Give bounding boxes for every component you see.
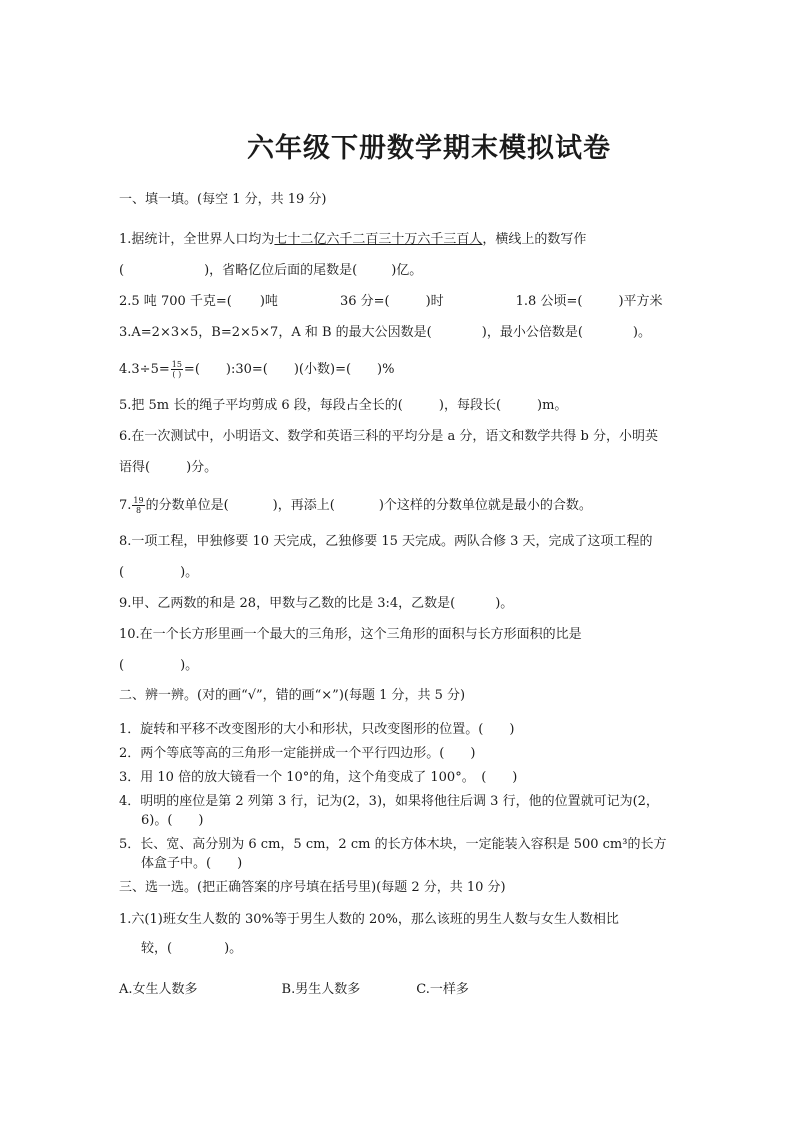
question-7-part-a: 7.	[119, 498, 132, 513]
question-9-part-a: 9.甲、乙两数的和是 28，甲数与乙数的比是 3:4，乙数是(	[119, 596, 456, 611]
choice-options	[119, 982, 689, 998]
question-5-part-b: )，每段长(	[438, 398, 502, 413]
question-9	[119, 596, 689, 612]
question-7	[119, 496, 689, 515]
question-2-part-e: 1.8 公顷=(	[515, 294, 583, 309]
section-3-header: 三、选一选。(把正确答案的序号填在括号里)(每题 2 分，共 10 分)	[119, 880, 506, 895]
question-1-line-1	[119, 232, 689, 248]
question-3	[119, 325, 689, 341]
question-7-part-c: )，再添上(	[272, 498, 335, 513]
question-7-part-b: 的分数单位是(	[145, 498, 229, 513]
question-5-part-a: 5.把 5m 长的绳子平均剪成 6 段，每段占全长的(	[119, 398, 403, 413]
question-4-part-e: )%	[377, 362, 395, 377]
fraction-denominator: ( )	[172, 370, 182, 379]
option-c: C.一样多	[416, 982, 469, 997]
question-1-prefix: 1.据统计，全世界人口均为	[119, 232, 275, 247]
answer-blank-close: )。	[180, 565, 199, 580]
question-3-part-c: )。	[632, 325, 651, 340]
fraction-numerator: 15	[171, 360, 182, 369]
question-1-text: )，省略亿位后面的尾数是(	[204, 263, 358, 278]
question-7-part-d: )个这样的分数单位就是最小的合数。	[378, 498, 592, 513]
question-1-text-end: )亿。	[391, 263, 423, 278]
question-8-line-2	[119, 565, 689, 581]
choice-question-1-line-1: 1.六(1)班女生人数的 30%等于男生人数的 20%，那么该班的男生人数与女生人数相比	[119, 912, 619, 927]
fraction-numerator: 19	[133, 496, 144, 505]
judge-item-1: 1．旋转和平移不改变图形的大小和形状，只改变图形的位置。( )	[119, 722, 515, 737]
question-6-part-a: 语得(	[119, 460, 151, 475]
question-6-line-1: 6.在一次测试中，小明语文、数学和英语三科的平均分是 a 分，语文和数学共得 b 分，小明英	[119, 429, 659, 444]
section-1-header: 一、填一填。(每空 1 分，共 19 分)	[119, 192, 327, 207]
question-3-part-b: )，最小公倍数是(	[481, 325, 583, 340]
answer-blank-open: (	[119, 658, 125, 673]
answer-blank-close: )。	[180, 658, 199, 673]
question-10-line-2	[119, 658, 689, 674]
question-2-part-a: 2.5 吨 700 千克=(	[119, 294, 232, 309]
option-a: A.女生人数多	[119, 982, 198, 997]
question-1-suffix: ，横线上的数写作	[482, 232, 587, 247]
choice-question-1-line-2: 较，( )。	[141, 941, 243, 956]
question-6-line-2	[119, 460, 689, 476]
answer-blank-open: (	[119, 565, 125, 580]
question-5-part-c: )m。	[537, 398, 568, 413]
option-b: B.男生人数多	[281, 982, 361, 997]
judge-item-5-line-1: 5．长、宽、高分别为 6 cm，5 cm，2 cm 的长方体木块，一定能装入容积是 500 cm³的长方	[119, 837, 667, 852]
question-10-line-1: 10.在一个长方形里画一个最大的三角形，这个三角形的面积与长方形面积的比是	[119, 627, 582, 642]
section-2-header: 二、辨一辨。(对的画“√”，错的画“×”)(每题 1 分，共 5 分)	[119, 688, 466, 703]
question-4-part-d: )(小数)=(	[293, 362, 352, 377]
question-1-underlined-number: 七十二亿六千二百三十万六千三百人	[274, 232, 483, 247]
judge-item-5-line-2: 体盒子中。( )	[141, 856, 243, 871]
question-7-fraction	[132, 496, 144, 515]
question-5	[119, 398, 689, 414]
question-6-part-b: )分。	[186, 460, 218, 475]
question-4-part-a: 4.3÷5=	[119, 362, 170, 377]
question-2-part-c: 36 分=(	[339, 294, 390, 309]
question-1-line-2	[119, 263, 689, 279]
question-4-part-b: =(	[183, 362, 200, 377]
question-8-line-1: 8.一项工程，甲独修要 10 天完成，乙独修要 15 天完成。两队合修 3 天，完成了这项工程的	[119, 534, 653, 549]
question-4-fraction	[171, 360, 183, 379]
judge-item-3: 3．用 10 倍的放大镜看一个 10°的角，这个角变成了 100°。 ( )	[119, 770, 518, 785]
question-9-part-b: )。	[495, 596, 514, 611]
judge-item-2: 2．两个等底等高的三角形一定能拼成一个平行四边形。( )	[119, 746, 476, 761]
page-title: 六年级下册数学期末模拟试卷	[247, 133, 611, 164]
question-2-part-d: )时	[425, 294, 444, 309]
fraction-denominator: 8	[135, 506, 142, 515]
judge-item-4-line-1: 4．明明的座位是第 2 列第 3 行，记为(2，3)，如果将他往后调 3 行，他的位置就可记为(2，	[119, 794, 659, 809]
question-2-part-f: )平方米	[618, 294, 663, 309]
question-2-part-b: )吨	[259, 294, 278, 309]
question-3-part-a: 3.A=2×3×5，B=2×5×7，A 和 B 的最大公因数是(	[119, 325, 432, 340]
question-2	[119, 294, 689, 310]
answer-blank-open: (	[119, 263, 125, 278]
question-4	[119, 360, 689, 379]
question-4-part-c: ):30=(	[225, 362, 268, 377]
judge-item-4-line-2: 6)。( )	[141, 813, 204, 828]
